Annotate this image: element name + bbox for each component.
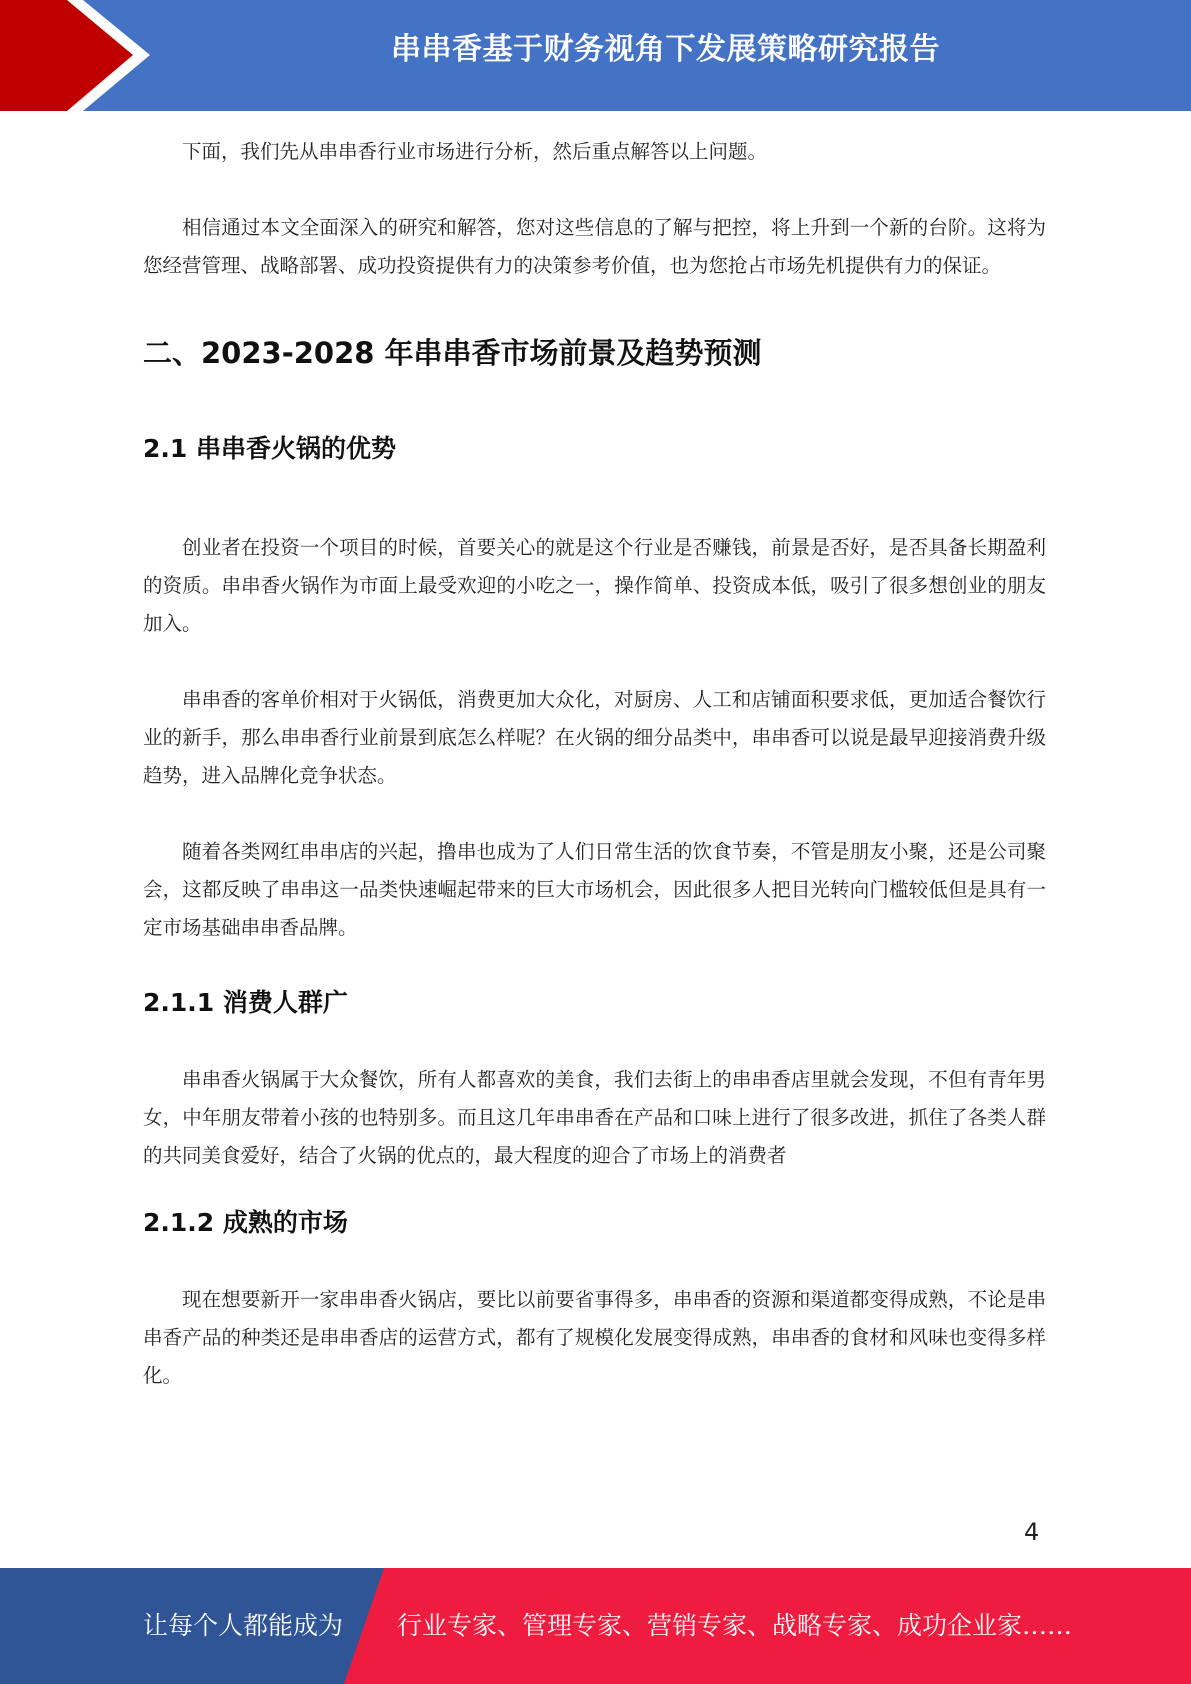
section-2-1-paragraph-3: 随着各类网红串串店的兴起，撸串也成为了人们日常生活的饮食节奏，不管是朋友小聚，还是公司聚会，这都反映了串串这一品类快速崛起带来的巨大市场机会，因此很多人把目光转向门槛较低但是具有一定市场基础串串香品牌。: [143, 840, 1046, 939]
section-2-1-paragraph-2: 串串香的客单价相对于火锅低，消费更加大众化，对厨房、人工和店铺面积要求低，更加适合餐饮行业的新手，那么串串香行业前景到底怎么样呢？在火锅的细分品类中，串串香可以说是最早迎接消费升级趋势，进入品牌化竞争状态。: [143, 688, 1046, 787]
footer-slogan-right: 行业专家、管理专家、营销专家、战略专家、成功企业家……: [397, 1611, 1073, 1640]
section-2-1-1-paragraph: 串串香火锅属于大众餐饮，所有人都喜欢的美食，我们去街上的串串香店里就会发现，不但有青年男女，中年朋友带着小孩的也特别多。而且这几年串串香在产品和口味上进行了很多改进，抓住了各类人群的共同美食爱好，结合了火锅的优点的，最大程度的迎合了市场上的消费者: [143, 1068, 1046, 1167]
page-number: 4: [1024, 1518, 1040, 1546]
page-header: [0, 0, 1191, 111]
intro-paragraph-1: 下面，我们先从串串香行业市场进行分析，然后重点解答以上问题。: [182, 140, 768, 163]
footer-slogan-left: 让每个人都能成为: [143, 1611, 344, 1640]
section-2-1-heading: 2.1 串串香火锅的优势: [143, 434, 396, 463]
header-red-chevron-graphic: [0, 0, 160, 111]
section-2-1-1-heading: 2.1.1 消费人群广: [143, 988, 348, 1017]
section-2-1-paragraph-1: 创业者在投资一个项目的时候，首要关心的就是这个行业是否赚钱，前景是否好，是否具备长期盈利的资质。串串香火锅作为市面上最受欢迎的小吃之一，操作简单、投资成本低，吸引了很多想创业的朋友加入。: [143, 536, 1046, 635]
page-footer: [0, 1568, 1191, 1684]
section-2-heading: 二、2023-2028 年串串香市场前景及趋势预测: [143, 336, 762, 370]
page-content: [143, 133, 1046, 1395]
section-2-1-2-paragraph: 现在想要新开一家串串香火锅店，要比以前要省事得多，串串香的资源和渠道都变得成熟，不论是串串香产品的种类还是串串香店的运营方式，都有了规模化发展变得成熟，串串香的食材和风味也变得多样化。: [143, 1288, 1046, 1387]
section-2-1-2-heading: 2.1.2 成熟的市场: [143, 1208, 348, 1237]
intro-paragraph-2: 相信通过本文全面深入的研究和解答，您对这些信息的了解与把控，将上升到一个新的台阶。这将为您经营管理、战略部署、成功投资提供有力的决策参考价值，也为您抢占市场先机提供有力的保证。: [143, 216, 1046, 277]
header-title: 串串香基于财务视角下发展策略研究报告: [391, 32, 940, 67]
